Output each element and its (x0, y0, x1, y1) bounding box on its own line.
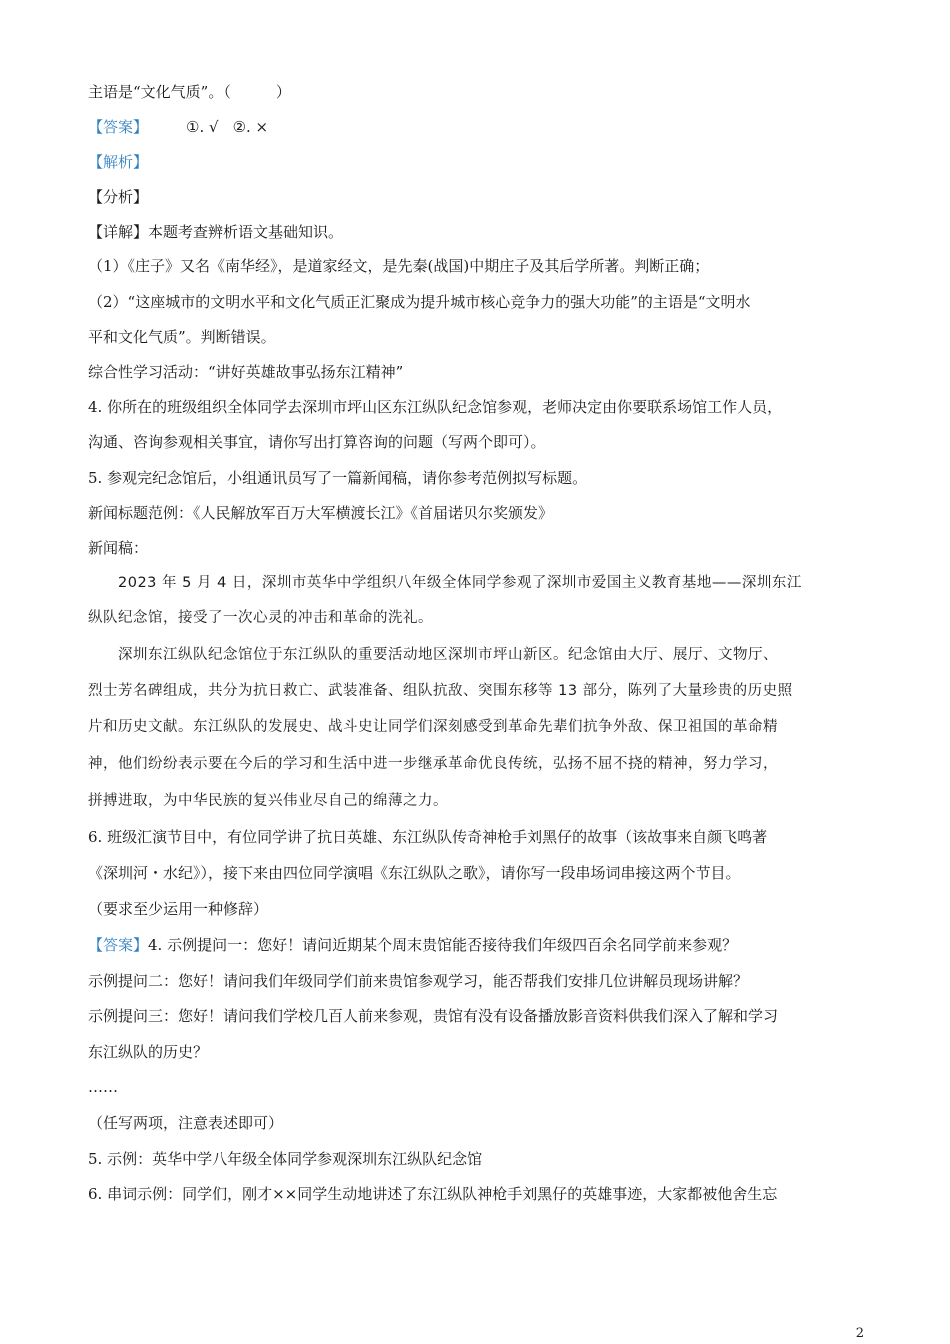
detail-item-1: （1）《庄子》又名《南华经》，是道家经文，是先秦(战国)中期庄子及其后学所著。判断正确； (88, 257, 710, 275)
news-para2-line4: 神，他们纷纷表示要在今后的学习和生活中进一步继承革命优良传统，弘扬不屈不挠的精神，努力学习， (88, 756, 778, 772)
question-6: 6. 班级汇演节目中，有位同学讲了抗日英雄、东江纵队传奇神枪手刘黑仔的故事（该故事来自颜飞鸣著 (88, 828, 768, 846)
detail-item-2-cont: 平和文化气质”。判断错误。 (88, 328, 276, 346)
answer-4-text: 4. 示例提问一：您好！请问近期某个周末贵馆能否接待我们年级四百余名同学前来参观？ (148, 936, 738, 954)
answer-item-1: ①. √ (186, 118, 219, 136)
news-label: 新闻稿： (88, 539, 149, 557)
question-4-cont: 沟通、咨询参观相关事宜，请你写出打算咨询的问题（写两个即可）。 (88, 433, 546, 451)
answer-6: 6. 串词示例：同学们，刚才××同学生动地讲述了东江纵队神枪手刘黑仔的英雄事迹，大家都被他舍生忘 (88, 1185, 778, 1203)
headline-examples: 新闻标题范例：《人民解放军百万大军横渡长江》《首届诺贝尔奖颁发》 (88, 504, 554, 522)
answer-4-example-3: 示例提问三：您好！请问我们学校几百人前来参观，贵馆有没有设备播放影音资料供我们深入了解和学习 (88, 1007, 779, 1025)
activity-title: 综合性学习活动：“讲好英雄故事弘扬东江精神” (88, 363, 404, 381)
detail-line: 【详解】本题考查辨析语文基础知识。 (88, 223, 344, 241)
question-5: 5. 参观完纪念馆后，小组通讯员写了一篇新闻稿，请你参考范例拟写标题。 (88, 469, 588, 487)
news-para2-line3: 片和历史文献。东江纵队的发展史、战斗史让同学们深刻感受到革命先辈们抗争外敌、保卫祖国的革命精 (88, 719, 778, 735)
fenxi-tag: 【分析】 (88, 188, 149, 206)
answer-tag: 【答案】 (88, 118, 149, 136)
analysis-tag: 【解析】 (88, 153, 149, 171)
page-number: 2 (855, 1326, 864, 1341)
news-para1-line1: 2023 年 5 月 4 日，深圳市英华中学组织八年级全体同学参观了深圳市爱国主义教育基地——深圳东江 (118, 575, 802, 591)
news-para2-line5: 拼搏进取，为中华民族的复兴伟业尽自己的绵薄之力。 (88, 793, 448, 809)
answer-5: 5. 示例：英华中学八年级全体同学参观深圳东江纵队纪念馆 (88, 1150, 483, 1168)
detail-item-2: （2）“这座城市的文明水平和文化气质正汇聚成为提升城市核心竞争力的强大功能”的主语是“文明水 (88, 293, 751, 311)
question-6-requirement: （要求至少运用一种修辞） (88, 900, 269, 918)
answer-tag-2: 【答案】 (88, 936, 149, 954)
answer-row (88, 117, 864, 137)
question-4: 4. 你所在的班级组织全体同学去深圳市坪山区东江纵队纪念馆参观，老师决定由你要联系场馆工作人员， (88, 398, 783, 416)
news-para1-line2: 纵队纪念馆，接受了一次心灵的冲击和革命的洗礼。 (88, 610, 433, 626)
answer-4-note: （任写两项，注意表述即可） (88, 1114, 284, 1132)
ellipsis: …… (88, 1078, 118, 1096)
answer-4-row (88, 935, 864, 955)
question-6-cont: 《深圳河・水纪》），接下来由四位同学演唱《东江纵队之歌》，请你写一段串场词串接这两个节目。 (88, 864, 741, 882)
news-para2-line1: 深圳东江纵队纪念馆位于东江纵队的重要活动地区深圳市坪山新区。纪念馆由大厅、展厅、文物厅、 (118, 647, 778, 663)
text-line-prev-question: 主语是“文化气质”。（ ） (88, 83, 291, 101)
answer-4-example-3-cont: 东江纵队的历史？ (88, 1043, 209, 1061)
news-para2-line2: 烈士芳名碑组成，共分为抗日救亡、武装准备、组队抗敌、突围东移等 13 部分，陈列了大量珍贵的历史照 (88, 683, 793, 699)
answer-4-example-2: 示例提问二：您好！请问我们年级同学们前来贵馆参观学习，能否帮我们安排几位讲解员现场讲解？ (88, 972, 749, 990)
answer-item-2: ②. × (232, 118, 269, 136)
